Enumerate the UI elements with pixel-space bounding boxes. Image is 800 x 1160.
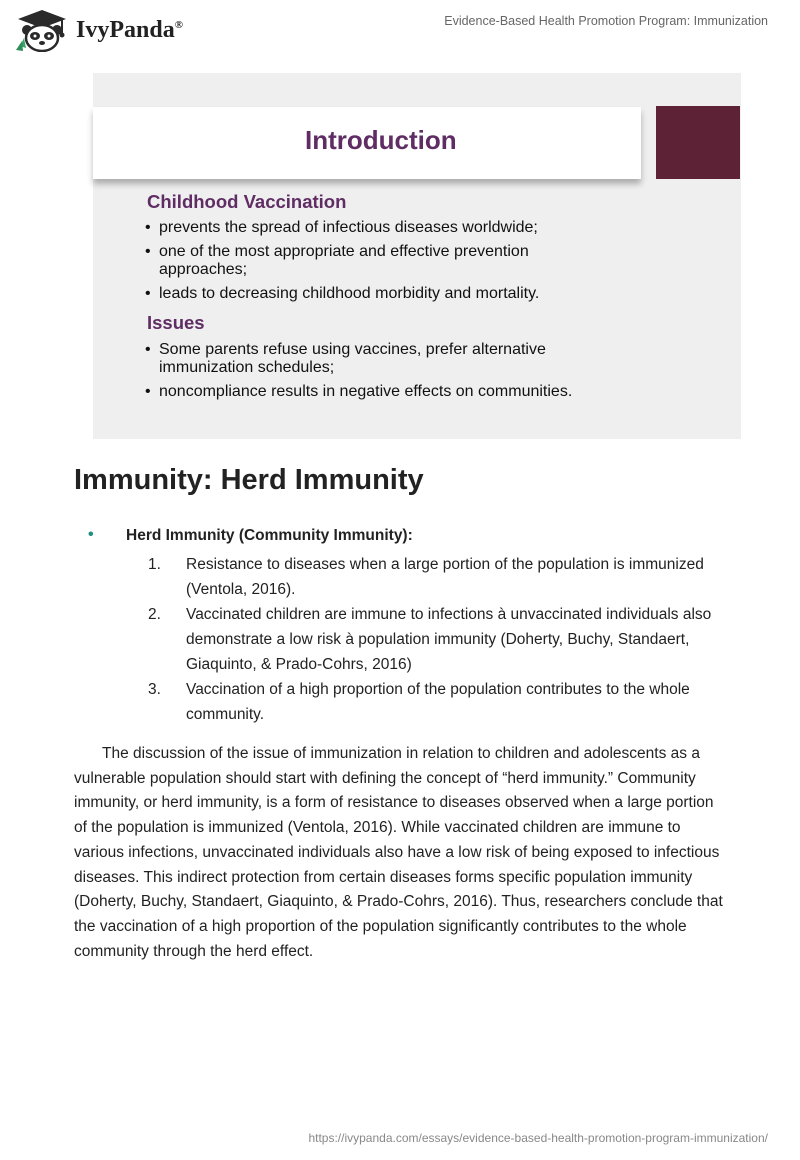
- slide-list-item: • Some parents refuse using vaccines, prefer alternative immunization schedules;: [145, 341, 605, 377]
- presentation-slide-image: [93, 73, 741, 439]
- slide-section-heading: Childhood Vaccination: [147, 191, 347, 212]
- herd-immunity-bullet: [88, 527, 413, 545]
- list-item: [148, 552, 748, 602]
- list-number: 1.: [148, 556, 161, 573]
- source-url-link[interactable]: https://ivypanda.com/essays/evidence-based-health-promotion-program-immunization/: [308, 1131, 768, 1145]
- slide-title: Introduction: [305, 125, 457, 155]
- brand-name: IvyPanda®: [76, 16, 183, 43]
- list-item: [148, 677, 748, 727]
- slide-list-item: • prevents the spread of infectious diseases worldwide;: [145, 219, 585, 237]
- slide-accent-block: [656, 106, 740, 179]
- list-item: [148, 602, 748, 677]
- slide-list-item: • leads to decreasing childhood morbidity and mortality.: [145, 285, 585, 303]
- numbered-list: [148, 552, 748, 727]
- slide-list-item: • noncompliance results in negative effects on communities.: [145, 383, 605, 401]
- slide-section-heading: Issues: [147, 312, 205, 333]
- list-text: Vaccination of a high proportion of the population contributes to the whole community.: [186, 681, 690, 723]
- document-title: Evidence-Based Health Promotion Program: Immunization: [444, 14, 768, 28]
- bullet-label: Herd Immunity (Community Immunity):: [126, 527, 413, 544]
- list-number: 3.: [148, 681, 161, 698]
- ivypanda-logo[interactable]: [14, 8, 183, 52]
- page-header: [0, 0, 800, 60]
- list-text: Resistance to diseases when a large portion of the population is immunized (Ventola, 2016).: [186, 556, 704, 598]
- body-paragraph: The discussion of the issue of immunization in relation to children and adolescents as a vulnerable population should start with defining the concept of “herd immunity.” Community immunity, or herd immunity, is a form of resistance to diseases observed when a large portion of the population is immunized (Ventola, 2016). While vaccinated children are immune to various infections, unvaccinated individuals also have a low risk of being exposed to infectious diseases. This indirect protection from certain diseases forms specific population immunity (Doherty, Buchy, Standaert, Giaquinto, & Prado-Cohrs, 2016). Thus, researchers conclude that the vaccination of a high proportion of the population significantly contributes to the whole community through the herd effect.: [74, 745, 723, 960]
- list-number: 2.: [148, 606, 161, 623]
- list-text: Vaccinated children are immune to infections à unvaccinated individuals also demonstrate a low risk à population immunity (Doherty, Buchy, Standaert, Giaquinto, & Prado-Cohrs, 2016): [186, 606, 712, 673]
- panda-graduation-icon: [14, 8, 70, 52]
- slide-list-item: • one of the most appropriate and effective prevention approaches;: [145, 243, 585, 279]
- slide-section-list: [145, 341, 605, 407]
- section-heading: Immunity: Herd Immunity: [74, 464, 424, 496]
- bullet-dot-icon: •: [88, 526, 94, 543]
- slide-section-list: [145, 219, 585, 309]
